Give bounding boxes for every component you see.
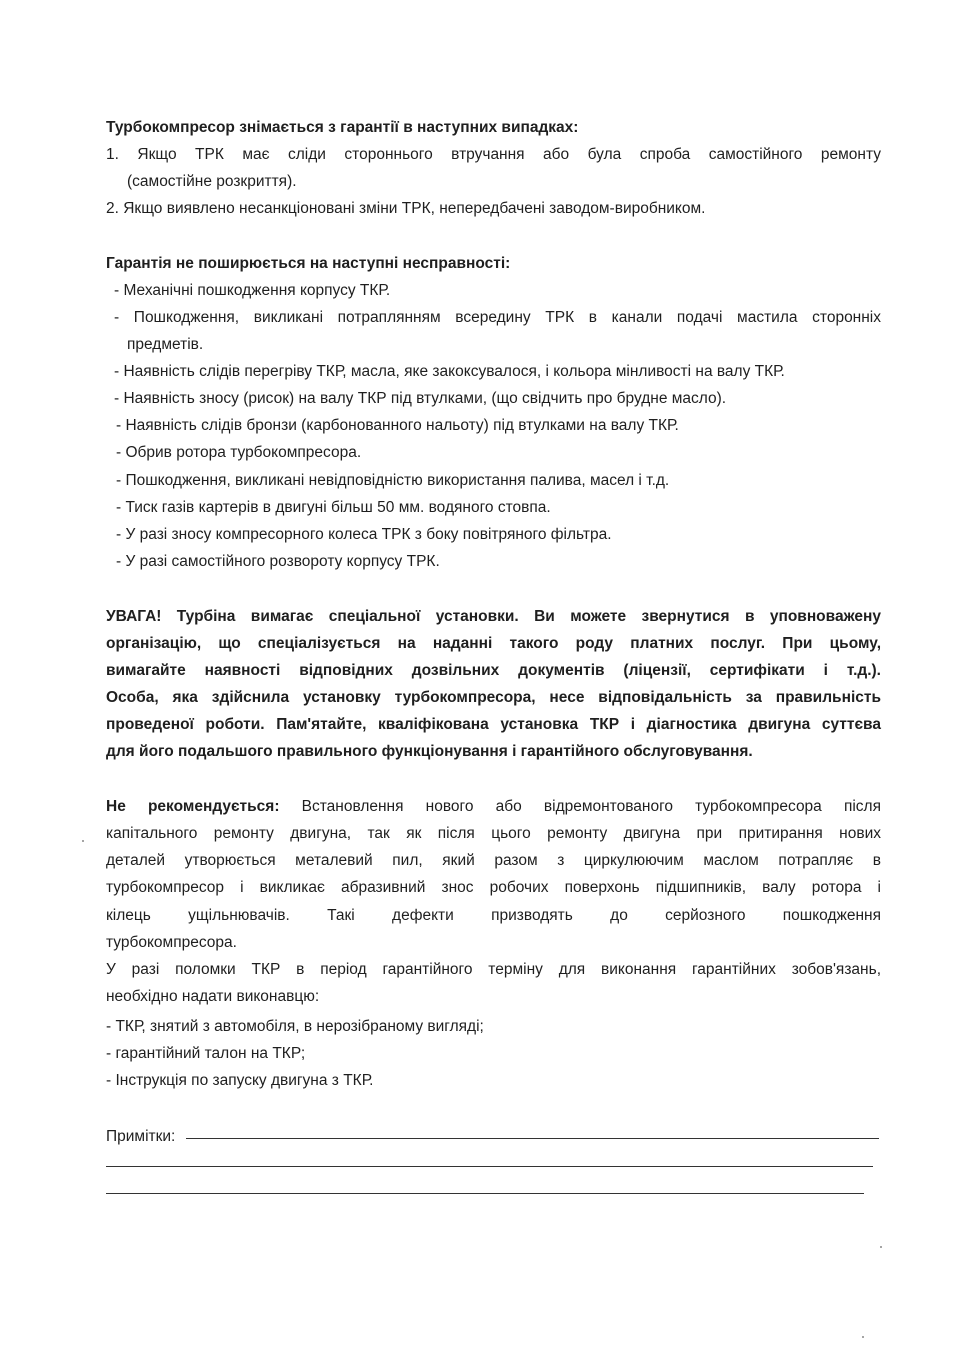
exclusions-title: Гарантія не поширюється на наступні несправності: <box>106 255 511 272</box>
attention-line: вимагайте наявності відповідних дозвільних документів (ліцензії, сертифікати і т.д.). <box>106 662 881 679</box>
not-recommended-line <box>106 796 881 818</box>
exclusion-item: - Наявність слідів бронзи (карбонованного нальоту) під втулками на валу ТКР. <box>116 417 679 434</box>
not-recommended-line: деталей утворюється металевий пил, який разом з циркулюючим маслом потрапляє в <box>106 852 881 869</box>
exclusion-item: - Пошкодження, викликані потраплянням всередину ТРК в канали подачі мастила сторонніх <box>114 309 881 326</box>
notes-line-2 <box>106 1166 873 1167</box>
scan-speck <box>880 1246 882 1248</box>
breakdown-line: У разі поломки ТКР в період гарантійного терміну для виконання гарантійних зобов'язань, <box>106 961 881 978</box>
exclusion-item: - Наявність слідів перегріву ТКР, масла, яке закоксувалося, і кольора мінливості на валу ТКР. <box>114 363 785 380</box>
notes-line-3 <box>106 1193 864 1194</box>
not-recommended-line: кілець ущільнювачів. Такі дефекти призводять до серйозного пошкодження <box>106 907 881 924</box>
exclusion-item: - Пошкодження, викликані невідповідністю використання палива, масел і т.д. <box>116 472 670 489</box>
attention-line: Особа, яка здійснила установку турбокомпресора, несе відповідальність за правильність <box>106 689 881 706</box>
attention-line: УВАГА! Турбіна вимагає спеціальної установки. Ви можете звернутися в уповноважену <box>106 608 881 625</box>
not-recommended-line: капітального ремонту двигуна, так як після цього ремонту двигуна при притирання нових <box>106 825 881 842</box>
attention-line: проведеної роботи. Пам'ятайте, кваліфікована установка ТКР і діагностика двигуна суттєва <box>106 716 881 733</box>
exclusion-item: - У разі самостійного розвороту корпусу ТРК. <box>116 553 440 570</box>
warranty-removal-item-2: 2. Якщо виявлено несанкціоновані зміни ТРК, непередбачені заводом-виробником. <box>106 200 706 217</box>
warranty-removal-title: Турбокомпресор знімається з гарантії в наступних випадках: <box>106 119 579 136</box>
not-recommended-line: турбокомпресора. <box>106 934 237 951</box>
notes-label: Примітки: <box>106 1128 176 1145</box>
not-recommended-text: Встановлення нового або відремонтованого турбокомпресора після <box>301 798 881 815</box>
breakdown-line: необхідно надати виконавцю: <box>106 988 320 1005</box>
exclusion-item: - У разі зносу компресорного колеса ТРК з боку повітряного фільтра. <box>116 526 612 543</box>
scan-speck <box>862 1336 864 1338</box>
attention-line: організацію, що спеціалізується на наданні такого роду платних послуг. При цьому, <box>106 635 881 652</box>
breakdown-item: - гарантійний талон на ТКР; <box>106 1045 306 1062</box>
exclusion-item: - Наявність зносу (рисок) на валу ТКР під втулками, (що свідчить про брудне масло). <box>114 390 727 407</box>
exclusion-item: - Обрив ротора турбокомпресора. <box>116 444 362 461</box>
not-recommended-label: Не рекомендується: <box>106 798 280 815</box>
exclusion-item: - Тиск газів картерів в двигуні більш 50 мм. водяного стовпа. <box>116 499 551 516</box>
warranty-removal-item-1-cont: (самостійне розкриття). <box>127 173 297 190</box>
breakdown-item: - Інструкція по запуску двигуна з ТКР. <box>106 1072 374 1089</box>
warranty-removal-item-1: 1. Якщо ТРК має сліди стороннього втручання або була спроба самостійного ремонту <box>106 146 881 163</box>
breakdown-item: - ТКР, знятий з автомобіля, в нерозібраному вигляді; <box>106 1018 484 1035</box>
exclusion-item-cont: предметів. <box>127 336 204 353</box>
notes-line-1 <box>186 1138 879 1139</box>
exclusion-item: - Механічні пошкодження корпусу ТКР. <box>114 282 391 299</box>
attention-line: для його подальшого правильного функціонування і гарантійного обслуговування. <box>106 743 753 760</box>
not-recommended-line: турбокомпресор і викликає абразивний знос робочих поверхонь підшипників, валу ротора і <box>106 879 881 896</box>
scan-speck <box>82 840 84 842</box>
